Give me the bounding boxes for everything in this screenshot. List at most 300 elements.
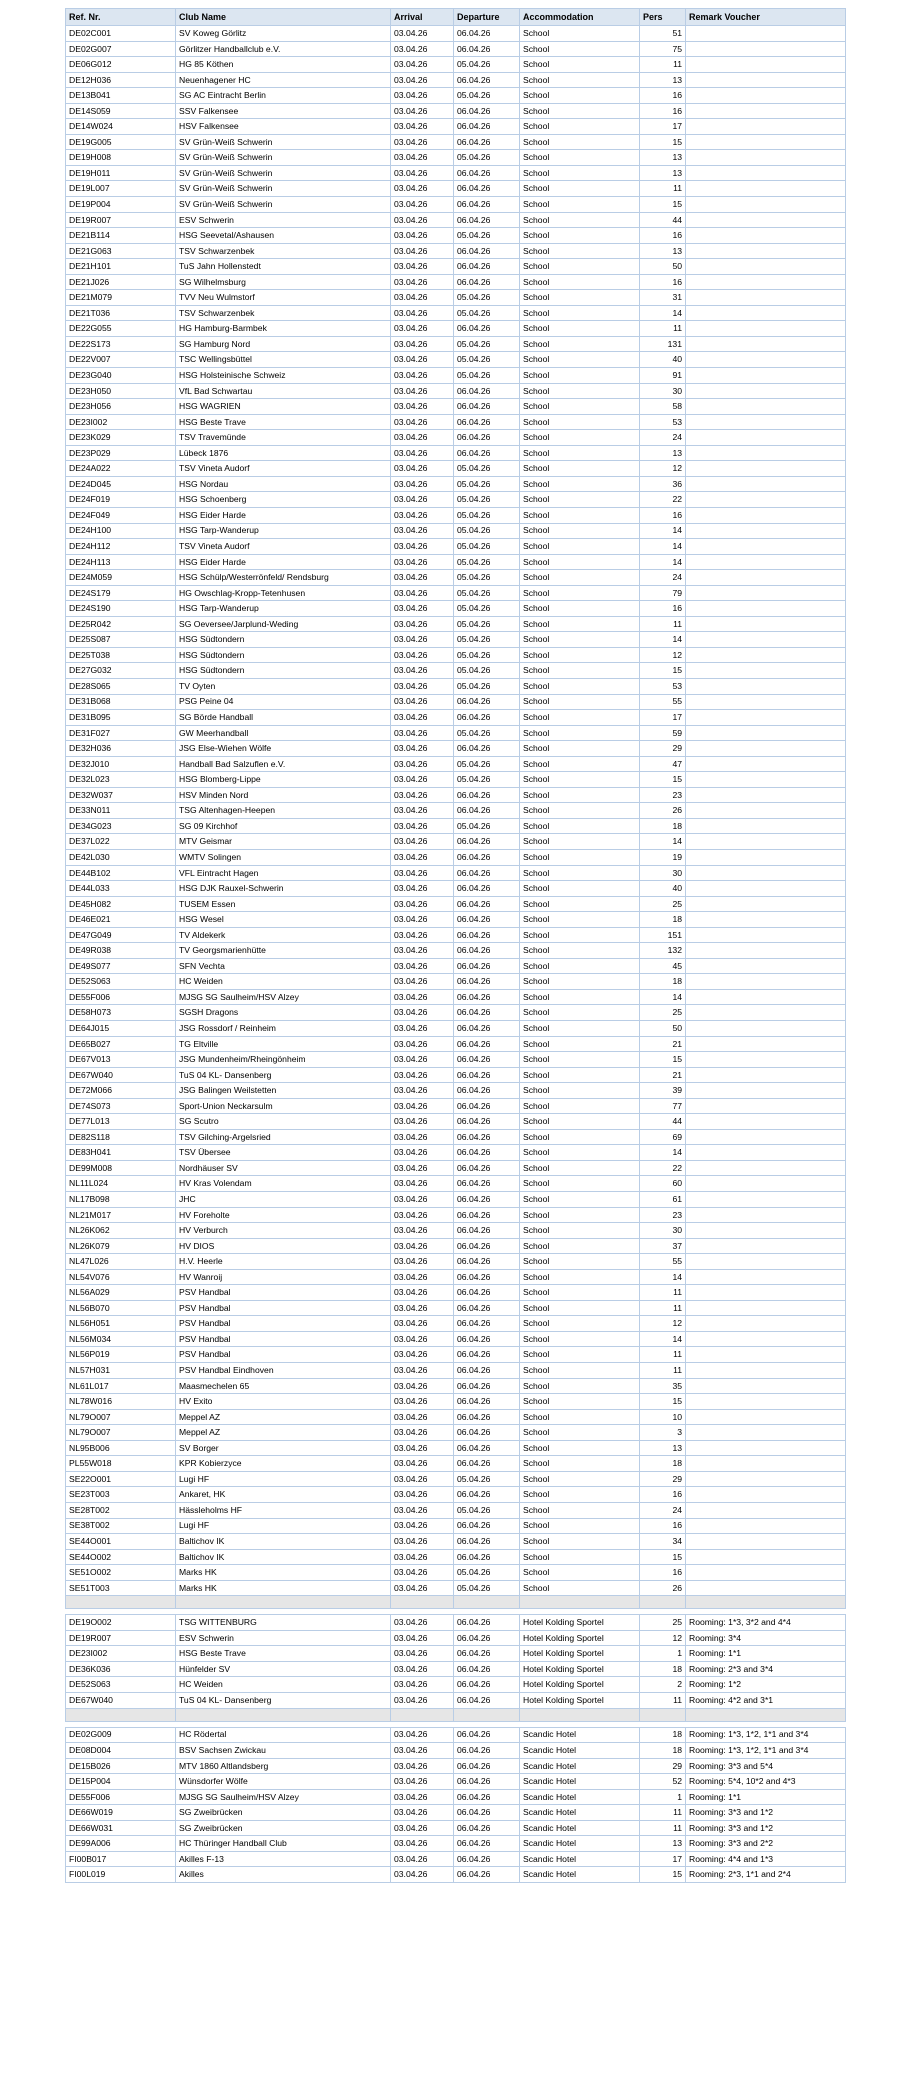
cell-remark-voucher bbox=[686, 943, 846, 959]
cell-arrival: 03.04.26 bbox=[391, 1114, 454, 1130]
cell-club-name: Hässleholms HF bbox=[176, 1502, 391, 1518]
cell-departure: 05.04.26 bbox=[454, 554, 520, 570]
cell-club-name: Handball Bad Salzuflen e.V. bbox=[176, 756, 391, 772]
cell-club-name: Neuenhagener HC bbox=[176, 72, 391, 88]
cell-accommodation: School bbox=[520, 399, 640, 415]
table-row[interactable] bbox=[66, 243, 846, 259]
cell-remark-voucher bbox=[686, 1036, 846, 1052]
cell-arrival: 03.04.26 bbox=[391, 1425, 454, 1441]
cell-pers: 11 bbox=[640, 57, 686, 73]
cell-club-name: ESV Schwerin bbox=[176, 1630, 391, 1646]
cell-club-name: JSG Mundenheim/Rheingönheim bbox=[176, 1052, 391, 1068]
table-row[interactable] bbox=[66, 1549, 846, 1565]
table-row[interactable] bbox=[66, 1630, 846, 1646]
cell-departure: 06.04.26 bbox=[454, 849, 520, 865]
table-row[interactable] bbox=[66, 1254, 846, 1270]
table-row[interactable] bbox=[66, 1067, 846, 1083]
table-row[interactable] bbox=[66, 694, 846, 710]
cell-ref-nr: DE31F027 bbox=[66, 725, 176, 741]
table-row[interactable] bbox=[66, 1363, 846, 1379]
column-header-departure[interactable]: Departure bbox=[454, 9, 520, 26]
table-row[interactable] bbox=[66, 1440, 846, 1456]
cell-remark-voucher bbox=[686, 849, 846, 865]
table-row[interactable] bbox=[66, 1223, 846, 1239]
cell-ref-nr: DE58H073 bbox=[66, 1005, 176, 1021]
cell-arrival: 03.04.26 bbox=[391, 989, 454, 1005]
cell-ref-nr: DE55F006 bbox=[66, 1789, 176, 1805]
table-row[interactable] bbox=[66, 445, 846, 461]
cell-remark-voucher bbox=[686, 678, 846, 694]
cell-arrival: 03.04.26 bbox=[391, 1021, 454, 1037]
cell-ref-nr: NL56M034 bbox=[66, 1331, 176, 1347]
table-row[interactable] bbox=[66, 1677, 846, 1693]
table-row[interactable] bbox=[66, 1502, 846, 1518]
table-row[interactable] bbox=[66, 803, 846, 819]
table-row[interactable] bbox=[66, 539, 846, 555]
table-row[interactable] bbox=[66, 150, 846, 166]
cell-ref-nr: DE25R042 bbox=[66, 616, 176, 632]
cell-pers: 44 bbox=[640, 212, 686, 228]
cell-ref-nr: DE24S179 bbox=[66, 585, 176, 601]
cell-accommodation: School bbox=[520, 663, 640, 679]
cell-club-name: Lübeck 1876 bbox=[176, 445, 391, 461]
table-row[interactable] bbox=[66, 383, 846, 399]
cell-departure: 06.04.26 bbox=[454, 1176, 520, 1192]
table-row[interactable] bbox=[66, 818, 846, 834]
table-row[interactable] bbox=[66, 197, 846, 213]
cell-departure: 06.04.26 bbox=[454, 1067, 520, 1083]
cell-departure: 06.04.26 bbox=[454, 212, 520, 228]
cell-pers: 53 bbox=[640, 678, 686, 694]
cell-club-name: HSG Seevetal/Ashausen bbox=[176, 228, 391, 244]
table-row[interactable] bbox=[66, 1758, 846, 1774]
table-row[interactable] bbox=[66, 274, 846, 290]
cell-arrival: 03.04.26 bbox=[391, 539, 454, 555]
table-row[interactable] bbox=[66, 1378, 846, 1394]
table-row[interactable] bbox=[66, 1192, 846, 1208]
cell-remark-voucher bbox=[686, 1300, 846, 1316]
table-row[interactable] bbox=[66, 352, 846, 368]
cell-pers: 16 bbox=[640, 228, 686, 244]
table-row[interactable] bbox=[66, 507, 846, 523]
separator-cell bbox=[66, 1596, 176, 1609]
table-row[interactable] bbox=[66, 1300, 846, 1316]
cell-departure: 06.04.26 bbox=[454, 1316, 520, 1332]
table-row[interactable] bbox=[66, 1207, 846, 1223]
cell-club-name: SV Koweg Görlitz bbox=[176, 26, 391, 42]
cell-club-name: VFL Eintracht Hagen bbox=[176, 865, 391, 881]
table-row[interactable] bbox=[66, 663, 846, 679]
table-row[interactable] bbox=[66, 1836, 846, 1852]
cell-arrival: 03.04.26 bbox=[391, 865, 454, 881]
cell-arrival: 03.04.26 bbox=[391, 1300, 454, 1316]
cell-pers: 15 bbox=[640, 1394, 686, 1410]
separator-cell bbox=[391, 1708, 454, 1721]
table-row[interactable] bbox=[66, 1021, 846, 1037]
cell-accommodation: Scandic Hotel bbox=[520, 1789, 640, 1805]
table-row[interactable] bbox=[66, 1316, 846, 1332]
cell-remark-voucher bbox=[686, 1378, 846, 1394]
table-row[interactable] bbox=[66, 134, 846, 150]
cell-arrival: 03.04.26 bbox=[391, 1502, 454, 1518]
cell-arrival: 03.04.26 bbox=[391, 165, 454, 181]
cell-accommodation: School bbox=[520, 1471, 640, 1487]
cell-ref-nr: DE24H100 bbox=[66, 523, 176, 539]
cell-accommodation: Scandic Hotel bbox=[520, 1727, 640, 1743]
table-row[interactable] bbox=[66, 523, 846, 539]
table-row[interactable] bbox=[66, 119, 846, 135]
table-row[interactable] bbox=[66, 1820, 846, 1836]
cell-remark-voucher bbox=[686, 1394, 846, 1410]
table-header bbox=[66, 9, 846, 26]
table-row[interactable] bbox=[66, 927, 846, 943]
cell-remark-voucher bbox=[686, 103, 846, 119]
column-header-ref-nr[interactable]: Ref. Nr. bbox=[66, 9, 176, 26]
cell-departure: 06.04.26 bbox=[454, 103, 520, 119]
table-row[interactable] bbox=[66, 1518, 846, 1534]
cell-ref-nr: DE64J015 bbox=[66, 1021, 176, 1037]
table-row[interactable] bbox=[66, 259, 846, 275]
cell-club-name: GW Meerhandball bbox=[176, 725, 391, 741]
cell-ref-nr: DE23G040 bbox=[66, 368, 176, 384]
table-row[interactable] bbox=[66, 1331, 846, 1347]
cell-ref-nr: DE22S173 bbox=[66, 336, 176, 352]
cell-accommodation: School bbox=[520, 150, 640, 166]
cell-accommodation: School bbox=[520, 601, 640, 617]
cell-arrival: 03.04.26 bbox=[391, 1238, 454, 1254]
cell-ref-nr: NL95B006 bbox=[66, 1440, 176, 1456]
cell-remark-voucher bbox=[686, 430, 846, 446]
cell-accommodation: School bbox=[520, 710, 640, 726]
table-row[interactable] bbox=[66, 305, 846, 321]
cell-arrival: 03.04.26 bbox=[391, 290, 454, 306]
cell-departure: 06.04.26 bbox=[454, 243, 520, 259]
cell-ref-nr: NL11L024 bbox=[66, 1176, 176, 1192]
cell-remark-voucher bbox=[686, 1207, 846, 1223]
cell-ref-nr: DE33N011 bbox=[66, 803, 176, 819]
cell-arrival: 03.04.26 bbox=[391, 134, 454, 150]
cell-ref-nr: DE23K029 bbox=[66, 430, 176, 446]
cell-remark-voucher: Rooming: 1*2 bbox=[686, 1677, 846, 1693]
table-row[interactable] bbox=[66, 678, 846, 694]
cell-remark-voucher bbox=[686, 228, 846, 244]
cell-pers: 17 bbox=[640, 1851, 686, 1867]
cell-accommodation: School bbox=[520, 943, 640, 959]
cell-arrival: 03.04.26 bbox=[391, 1098, 454, 1114]
table-row[interactable] bbox=[66, 1425, 846, 1441]
cell-departure: 06.04.26 bbox=[454, 72, 520, 88]
cell-remark-voucher bbox=[686, 912, 846, 928]
cell-arrival: 03.04.26 bbox=[391, 197, 454, 213]
cell-accommodation: School bbox=[520, 1238, 640, 1254]
table-row[interactable] bbox=[66, 368, 846, 384]
table-row[interactable] bbox=[66, 1269, 846, 1285]
cell-remark-voucher: Rooming: 5*4, 10*2 and 4*3 bbox=[686, 1774, 846, 1790]
cell-accommodation: School bbox=[520, 585, 640, 601]
table-row[interactable] bbox=[66, 1160, 846, 1176]
table-row[interactable] bbox=[66, 881, 846, 897]
table-row[interactable] bbox=[66, 1851, 846, 1867]
cell-arrival: 03.04.26 bbox=[391, 601, 454, 617]
cell-remark-voucher bbox=[686, 1160, 846, 1176]
table-row[interactable] bbox=[66, 476, 846, 492]
cell-club-name: HSG WAGRIEN bbox=[176, 399, 391, 415]
cell-arrival: 03.04.26 bbox=[391, 678, 454, 694]
cell-departure: 05.04.26 bbox=[454, 725, 520, 741]
table-row[interactable] bbox=[66, 1789, 846, 1805]
cell-pers: 55 bbox=[640, 694, 686, 710]
cell-club-name: PSV Handbal bbox=[176, 1300, 391, 1316]
table-row[interactable] bbox=[66, 616, 846, 632]
cell-ref-nr: DE21T036 bbox=[66, 305, 176, 321]
table-row[interactable] bbox=[66, 1534, 846, 1550]
column-header-remark-voucher[interactable]: Remark Voucher bbox=[686, 9, 846, 26]
table-row[interactable] bbox=[66, 865, 846, 881]
cell-pers: 19 bbox=[640, 849, 686, 865]
cell-arrival: 03.04.26 bbox=[391, 632, 454, 648]
cell-departure: 06.04.26 bbox=[454, 1331, 520, 1347]
cell-accommodation: School bbox=[520, 492, 640, 508]
cell-pers: 16 bbox=[640, 1518, 686, 1534]
cell-pers: 23 bbox=[640, 1207, 686, 1223]
cell-club-name: PSV Handbal Eindhoven bbox=[176, 1363, 391, 1379]
cell-remark-voucher bbox=[686, 1549, 846, 1565]
table-row[interactable] bbox=[66, 290, 846, 306]
cell-club-name: Meppel AZ bbox=[176, 1409, 391, 1425]
cell-arrival: 03.04.26 bbox=[391, 1285, 454, 1301]
cell-accommodation: School bbox=[520, 989, 640, 1005]
table-row[interactable] bbox=[66, 1692, 846, 1708]
cell-ref-nr: DE55F006 bbox=[66, 989, 176, 1005]
cell-ref-nr: NL57H031 bbox=[66, 1363, 176, 1379]
cell-pers: 10 bbox=[640, 1409, 686, 1425]
cell-departure: 05.04.26 bbox=[454, 150, 520, 166]
cell-pers: 40 bbox=[640, 352, 686, 368]
table-row[interactable] bbox=[66, 1867, 846, 1883]
table-row[interactable] bbox=[66, 974, 846, 990]
cell-club-name: JHC bbox=[176, 1192, 391, 1208]
cell-accommodation: School bbox=[520, 1425, 640, 1441]
cell-departure: 06.04.26 bbox=[454, 1646, 520, 1662]
cell-accommodation: Scandic Hotel bbox=[520, 1867, 640, 1883]
cell-pers: 15 bbox=[640, 197, 686, 213]
cell-remark-voucher bbox=[686, 927, 846, 943]
table-row[interactable] bbox=[66, 103, 846, 119]
cell-arrival: 03.04.26 bbox=[391, 274, 454, 290]
table-row[interactable] bbox=[66, 399, 846, 415]
cell-ref-nr: NL47L026 bbox=[66, 1254, 176, 1270]
cell-departure: 05.04.26 bbox=[454, 772, 520, 788]
cell-departure: 06.04.26 bbox=[454, 1394, 520, 1410]
cell-departure: 05.04.26 bbox=[454, 368, 520, 384]
table-row[interactable] bbox=[66, 88, 846, 104]
cell-accommodation: School bbox=[520, 787, 640, 803]
table-row[interactable] bbox=[66, 896, 846, 912]
table-row[interactable] bbox=[66, 601, 846, 617]
table-row[interactable] bbox=[66, 1565, 846, 1581]
cell-ref-nr: DE46E021 bbox=[66, 912, 176, 928]
table-row[interactable] bbox=[66, 787, 846, 803]
cell-remark-voucher bbox=[686, 41, 846, 57]
table-row[interactable] bbox=[66, 1145, 846, 1161]
table-row[interactable] bbox=[66, 1805, 846, 1821]
table-row[interactable] bbox=[66, 725, 846, 741]
cell-arrival: 03.04.26 bbox=[391, 1331, 454, 1347]
cell-remark-voucher bbox=[686, 414, 846, 430]
cell-remark-voucher bbox=[686, 181, 846, 197]
cell-departure: 06.04.26 bbox=[454, 1851, 520, 1867]
table-row[interactable] bbox=[66, 228, 846, 244]
table-row[interactable] bbox=[66, 212, 846, 228]
cell-pers: 59 bbox=[640, 725, 686, 741]
cell-pers: 13 bbox=[640, 445, 686, 461]
table-row[interactable] bbox=[66, 57, 846, 73]
table-row[interactable] bbox=[66, 1471, 846, 1487]
table-row[interactable] bbox=[66, 741, 846, 757]
table-row[interactable] bbox=[66, 1285, 846, 1301]
cell-remark-voucher bbox=[686, 1223, 846, 1239]
table-row[interactable] bbox=[66, 989, 846, 1005]
table-row[interactable] bbox=[66, 181, 846, 197]
table-row[interactable] bbox=[66, 1646, 846, 1662]
table-row[interactable] bbox=[66, 72, 846, 88]
cell-arrival: 03.04.26 bbox=[391, 336, 454, 352]
table-row[interactable] bbox=[66, 1052, 846, 1068]
column-header-pers[interactable]: Pers bbox=[640, 9, 686, 26]
table-row[interactable] bbox=[66, 1114, 846, 1130]
cell-ref-nr: DE25S087 bbox=[66, 632, 176, 648]
table-row[interactable] bbox=[66, 1238, 846, 1254]
table-row[interactable] bbox=[66, 554, 846, 570]
table-row[interactable] bbox=[66, 1129, 846, 1145]
table-row[interactable] bbox=[66, 1727, 846, 1743]
cell-remark-voucher bbox=[686, 539, 846, 555]
cell-ref-nr: DE36K036 bbox=[66, 1661, 176, 1677]
cell-ref-nr: DE25T038 bbox=[66, 647, 176, 663]
table-row[interactable] bbox=[66, 756, 846, 772]
table-row[interactable] bbox=[66, 492, 846, 508]
table-row[interactable] bbox=[66, 772, 846, 788]
cell-arrival: 03.04.26 bbox=[391, 1223, 454, 1239]
table-row[interactable] bbox=[66, 41, 846, 57]
cell-departure: 06.04.26 bbox=[454, 958, 520, 974]
cell-pers: 11 bbox=[640, 1692, 686, 1708]
cell-departure: 06.04.26 bbox=[454, 881, 520, 897]
cell-arrival: 03.04.26 bbox=[391, 476, 454, 492]
cell-arrival: 03.04.26 bbox=[391, 41, 454, 57]
table-row[interactable] bbox=[66, 912, 846, 928]
cell-arrival: 03.04.26 bbox=[391, 523, 454, 539]
cell-remark-voucher bbox=[686, 336, 846, 352]
cell-departure: 06.04.26 bbox=[454, 1238, 520, 1254]
cell-arrival: 03.04.26 bbox=[391, 445, 454, 461]
cell-departure: 06.04.26 bbox=[454, 865, 520, 881]
table-row[interactable] bbox=[66, 1615, 846, 1631]
cell-pers: 13 bbox=[640, 1836, 686, 1852]
table-row[interactable] bbox=[66, 1743, 846, 1759]
table-row[interactable] bbox=[66, 585, 846, 601]
cell-ref-nr: NL26K079 bbox=[66, 1238, 176, 1254]
cell-remark-voucher bbox=[686, 958, 846, 974]
cell-arrival: 03.04.26 bbox=[391, 103, 454, 119]
cell-ref-nr: DE67W040 bbox=[66, 1692, 176, 1708]
table-row[interactable] bbox=[66, 1661, 846, 1677]
cell-club-name: HSG DJK Rauxel-Schwerin bbox=[176, 881, 391, 897]
cell-pers: 13 bbox=[640, 72, 686, 88]
table-row[interactable] bbox=[66, 1098, 846, 1114]
cell-departure: 05.04.26 bbox=[454, 57, 520, 73]
table-row[interactable] bbox=[66, 321, 846, 337]
table-row[interactable] bbox=[66, 570, 846, 586]
cell-remark-voucher bbox=[686, 72, 846, 88]
cell-arrival: 03.04.26 bbox=[391, 57, 454, 73]
cell-arrival: 03.04.26 bbox=[391, 694, 454, 710]
cell-arrival: 03.04.26 bbox=[391, 1774, 454, 1790]
cell-arrival: 03.04.26 bbox=[391, 1471, 454, 1487]
cell-club-name: TUSEM Essen bbox=[176, 896, 391, 912]
cell-pers: 132 bbox=[640, 943, 686, 959]
table-row[interactable] bbox=[66, 165, 846, 181]
cell-arrival: 03.04.26 bbox=[391, 1005, 454, 1021]
column-header-arrival[interactable]: Arrival bbox=[391, 9, 454, 26]
table-row[interactable] bbox=[66, 632, 846, 648]
cell-ref-nr: DE19P004 bbox=[66, 197, 176, 213]
table-row[interactable] bbox=[66, 414, 846, 430]
table-row[interactable] bbox=[66, 1774, 846, 1790]
cell-remark-voucher bbox=[686, 1238, 846, 1254]
table-row[interactable] bbox=[66, 849, 846, 865]
cell-pers: 16 bbox=[640, 507, 686, 523]
table-row[interactable] bbox=[66, 1487, 846, 1503]
separator-cell bbox=[640, 1596, 686, 1609]
table-row[interactable] bbox=[66, 1394, 846, 1410]
cell-remark-voucher: Rooming: 3*3 and 1*2 bbox=[686, 1805, 846, 1821]
table-row[interactable] bbox=[66, 958, 846, 974]
table-row[interactable] bbox=[66, 1456, 846, 1472]
table-row[interactable] bbox=[66, 834, 846, 850]
table-row[interactable] bbox=[66, 461, 846, 477]
table-row[interactable] bbox=[66, 1580, 846, 1596]
cell-ref-nr: DE66W019 bbox=[66, 1805, 176, 1821]
table-row[interactable] bbox=[66, 1083, 846, 1099]
table-row[interactable] bbox=[66, 1176, 846, 1192]
table-row[interactable] bbox=[66, 1347, 846, 1363]
cell-accommodation: Hotel Kolding Sportel bbox=[520, 1630, 640, 1646]
cell-pers: 25 bbox=[640, 1005, 686, 1021]
table-row[interactable] bbox=[66, 1036, 846, 1052]
cell-ref-nr: DE15P004 bbox=[66, 1774, 176, 1790]
table-row[interactable] bbox=[66, 336, 846, 352]
cell-remark-voucher bbox=[686, 1254, 846, 1270]
table-row[interactable] bbox=[66, 710, 846, 726]
cell-ref-nr: DE21J026 bbox=[66, 274, 176, 290]
cell-remark-voucher bbox=[686, 461, 846, 477]
column-header-club-name[interactable]: Club Name bbox=[176, 9, 391, 26]
table-row[interactable] bbox=[66, 647, 846, 663]
cell-club-name: HG 85 Köthen bbox=[176, 57, 391, 73]
table-row[interactable] bbox=[66, 943, 846, 959]
table-row[interactable] bbox=[66, 26, 846, 42]
cell-departure: 06.04.26 bbox=[454, 321, 520, 337]
cell-club-name: Görlitzer Handballclub e.V. bbox=[176, 41, 391, 57]
column-header-accommodation[interactable]: Accommodation bbox=[520, 9, 640, 26]
table-row[interactable] bbox=[66, 430, 846, 446]
table-row[interactable] bbox=[66, 1409, 846, 1425]
cell-club-name: TSV Vineta Audorf bbox=[176, 461, 391, 477]
separator-cell bbox=[520, 1596, 640, 1609]
cell-accommodation: School bbox=[520, 1518, 640, 1534]
table-row[interactable] bbox=[66, 1005, 846, 1021]
